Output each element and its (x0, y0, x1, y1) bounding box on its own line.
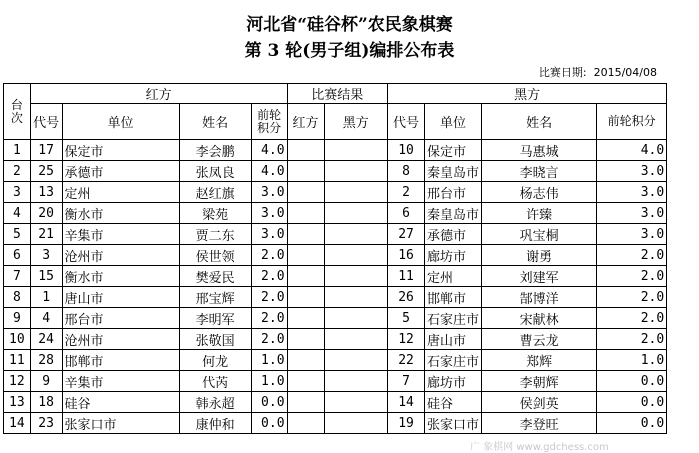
table-number: 2 (4, 161, 31, 182)
black-result (324, 371, 388, 392)
red-name: 侯世领 (179, 245, 251, 266)
red-name: 赵红旗 (179, 182, 251, 203)
table-row (4, 161, 699, 182)
red-unit: 衡水市 (62, 203, 179, 224)
red-unit: 邯郸市 (62, 350, 179, 371)
black-unit: 廊坊市 (425, 371, 482, 392)
black-score: 2.0 (597, 308, 667, 329)
black-name: 郑辉 (482, 350, 597, 371)
red-code: 9 (30, 371, 62, 392)
black-code: 6 (388, 203, 425, 224)
table-row (4, 371, 699, 392)
black-name: 曹云龙 (482, 329, 597, 350)
red-unit: 邢台市 (62, 308, 179, 329)
black-unit: 秦皇岛市 (425, 203, 482, 224)
match-date (539, 64, 657, 80)
red-code: 4 (30, 308, 62, 329)
red-unit: 辛集市 (62, 224, 179, 245)
black-name: 许臻 (482, 203, 597, 224)
red-result (287, 266, 324, 287)
header-round: 台次 (4, 84, 31, 140)
red-code: 23 (30, 413, 62, 434)
table-row (4, 245, 699, 266)
red-score: 1.0 (251, 350, 287, 371)
red-result (287, 161, 324, 182)
black-result (324, 308, 388, 329)
red-result (287, 245, 324, 266)
red-result (287, 308, 324, 329)
red-result (287, 224, 324, 245)
table-row (4, 266, 699, 287)
table-number: 12 (4, 371, 31, 392)
table-row (4, 308, 699, 329)
red-score: 3.0 (251, 182, 287, 203)
black-code: 11 (388, 266, 425, 287)
black-result (324, 245, 388, 266)
black-code: 26 (388, 287, 425, 308)
red-code: 17 (30, 140, 62, 161)
red-result (287, 203, 324, 224)
red-score: 0.0 (251, 413, 287, 434)
black-result (324, 350, 388, 371)
red-unit: 沧州市 (62, 329, 179, 350)
black-unit: 廊坊市 (425, 245, 482, 266)
black-unit: 定州 (425, 266, 482, 287)
header-result-black: 黑方 (324, 104, 388, 140)
red-name: 邢宝辉 (179, 287, 251, 308)
table-number: 5 (4, 224, 31, 245)
black-result (324, 287, 388, 308)
table-number: 10 (4, 329, 31, 350)
red-unit: 衡水市 (62, 266, 179, 287)
black-name: 刘建军 (482, 266, 597, 287)
red-score: 2.0 (251, 308, 287, 329)
date-value: 2015/04/08 (593, 66, 657, 79)
red-score: 3.0 (251, 224, 287, 245)
red-unit: 辛集市 (62, 371, 179, 392)
black-result (324, 224, 388, 245)
red-unit: 唐山市 (62, 287, 179, 308)
page-title: 河北省“硅谷杯”农民象棋赛 (246, 15, 453, 35)
red-name: 韩永超 (179, 392, 251, 413)
black-unit: 保定市 (425, 140, 482, 161)
red-code: 20 (30, 203, 62, 224)
red-code: 25 (30, 161, 62, 182)
header-red-unit: 单位 (62, 104, 179, 140)
red-unit: 张家口市 (62, 413, 179, 434)
black-result (324, 329, 388, 350)
table-number: 3 (4, 182, 31, 203)
black-unit: 邢台市 (425, 182, 482, 203)
header-black-unit: 单位 (425, 104, 482, 140)
black-name: 谢勇 (482, 245, 597, 266)
red-unit: 承德市 (62, 161, 179, 182)
black-code: 19 (388, 413, 425, 434)
red-name: 梁苑 (179, 203, 251, 224)
red-result (287, 287, 324, 308)
red-code: 13 (30, 182, 62, 203)
black-result (324, 182, 388, 203)
red-name: 张敬国 (179, 329, 251, 350)
header-red-code: 代号 (30, 104, 62, 140)
watermark: 广 象棋网 www.gdchess.com (470, 442, 609, 453)
black-code: 22 (388, 350, 425, 371)
red-result (287, 329, 324, 350)
red-code: 18 (30, 392, 62, 413)
black-name: 李晓言 (482, 161, 597, 182)
table-number: 8 (4, 287, 31, 308)
red-result (287, 140, 324, 161)
black-score: 3.0 (597, 161, 667, 182)
black-score: 2.0 (597, 329, 667, 350)
red-name: 李明军 (179, 308, 251, 329)
black-name: 杨志伟 (482, 182, 597, 203)
table-row (4, 182, 699, 203)
red-code: 21 (30, 224, 62, 245)
black-name: 郜博洋 (482, 287, 597, 308)
black-score: 1.0 (597, 350, 667, 371)
table-number: 11 (4, 350, 31, 371)
black-code: 27 (388, 224, 425, 245)
page-subtitle: 第 3 轮(男子组)编排公布表 (244, 41, 455, 61)
black-code: 12 (388, 329, 425, 350)
table-number: 14 (4, 413, 31, 434)
red-score: 2.0 (251, 329, 287, 350)
black-score: 3.0 (597, 203, 667, 224)
black-score: 3.0 (597, 182, 667, 203)
black-result (324, 203, 388, 224)
red-unit: 定州 (62, 182, 179, 203)
red-unit: 保定市 (62, 140, 179, 161)
black-score: 0.0 (597, 371, 667, 392)
red-name: 康仲和 (179, 413, 251, 434)
table-row (4, 413, 699, 434)
red-name: 樊爱民 (179, 266, 251, 287)
red-result (287, 413, 324, 434)
table-row (4, 140, 699, 161)
red-score: 3.0 (251, 203, 287, 224)
red-code: 15 (30, 266, 62, 287)
red-result (287, 350, 324, 371)
table-row (4, 350, 699, 371)
black-code: 7 (388, 371, 425, 392)
table-row (4, 287, 699, 308)
red-unit: 沧州市 (62, 245, 179, 266)
header-black-score: 前轮积分 (597, 104, 667, 140)
black-result (324, 140, 388, 161)
header-result: 比赛结果 (287, 84, 388, 104)
table-number: 9 (4, 308, 31, 329)
black-result (324, 413, 388, 434)
red-result (287, 392, 324, 413)
table-number: 1 (4, 140, 31, 161)
red-name: 贾二东 (179, 224, 251, 245)
black-unit: 张家口市 (425, 413, 482, 434)
red-name: 代芮 (179, 371, 251, 392)
table-row (4, 224, 699, 245)
black-score: 3.0 (597, 224, 667, 245)
black-result (324, 392, 388, 413)
black-score: 2.0 (597, 245, 667, 266)
black-score: 2.0 (597, 266, 667, 287)
red-code: 1 (30, 287, 62, 308)
red-score: 0.0 (251, 392, 287, 413)
red-result (287, 371, 324, 392)
red-score: 1.0 (251, 371, 287, 392)
table-number: 4 (4, 203, 31, 224)
black-name: 宋献林 (482, 308, 597, 329)
black-unit: 秦皇岛市 (425, 161, 482, 182)
black-code: 14 (388, 392, 425, 413)
black-unit: 硅谷 (425, 392, 482, 413)
black-code: 8 (388, 161, 425, 182)
red-score: 2.0 (251, 245, 287, 266)
red-name: 张凤良 (179, 161, 251, 182)
table-number: 13 (4, 392, 31, 413)
black-score: 0.0 (597, 413, 667, 434)
table-number: 7 (4, 266, 31, 287)
red-code: 3 (30, 245, 62, 266)
red-result (287, 182, 324, 203)
black-code: 10 (388, 140, 425, 161)
black-unit: 唐山市 (425, 329, 482, 350)
black-result (324, 266, 388, 287)
table-number: 6 (4, 245, 31, 266)
header-result-red: 红方 (287, 104, 324, 140)
header-red-name: 姓名 (179, 104, 251, 140)
red-name: 何龙 (179, 350, 251, 371)
table-row (4, 329, 699, 350)
table-row (4, 203, 699, 224)
black-code: 5 (388, 308, 425, 329)
red-name: 李会鹏 (179, 140, 251, 161)
black-name: 马惠城 (482, 140, 597, 161)
black-unit: 石家庄市 (425, 308, 482, 329)
red-code: 24 (30, 329, 62, 350)
red-score: 4.0 (251, 140, 287, 161)
red-score: 2.0 (251, 266, 287, 287)
black-unit: 石家庄市 (425, 350, 482, 371)
black-score: 2.0 (597, 287, 667, 308)
black-score: 4.0 (597, 140, 667, 161)
red-score: 4.0 (251, 161, 287, 182)
black-score: 0.0 (597, 392, 667, 413)
black-name: 侯剑英 (482, 392, 597, 413)
black-name: 巩宝桐 (482, 224, 597, 245)
black-name: 李朝辉 (482, 371, 597, 392)
header-red-side: 红方 (30, 84, 287, 104)
black-unit: 邯郸市 (425, 287, 482, 308)
black-name: 李登旺 (482, 413, 597, 434)
red-code: 28 (30, 350, 62, 371)
header-black-name: 姓名 (482, 104, 597, 140)
black-code: 16 (388, 245, 425, 266)
table-row (4, 392, 699, 413)
header-black-code: 代号 (388, 104, 425, 140)
black-unit: 承德市 (425, 224, 482, 245)
header-red-score: 前轮积分 (251, 104, 287, 140)
pairing-table (3, 83, 699, 434)
header-black-side: 黑方 (388, 84, 667, 104)
black-code: 2 (388, 182, 425, 203)
date-label: 比赛日期: (538, 66, 587, 79)
red-score: 2.0 (251, 287, 287, 308)
black-result (324, 161, 388, 182)
red-unit: 硅谷 (62, 392, 179, 413)
